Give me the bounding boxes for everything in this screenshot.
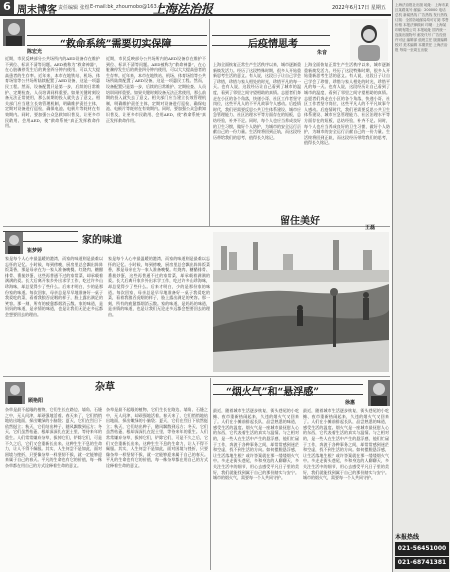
column-divider xyxy=(209,19,210,226)
editor-credit: 责任编辑 张煜 xyxy=(58,5,90,11)
article-title: “烟火气”和“悬浮感” xyxy=(226,387,320,398)
article-author: 崔梦婷 xyxy=(27,248,43,254)
article-body: 近期，市民反映部分公共场所内的AED设备存在维护不到位、标识不清等问题。AED被称为“救命神器”，在心脏骤停发生后的黄金四分钟内使用，可以大大提高患者的生存率。近年来，本市在地铁站、机场、体育场馆等公共场所陆续配置了AED设备，这是一项惠民工程。然而，设备配置只是第一步，后续的日常维护、定期检查、人员培训同样重要。如果关键时刻设备无法正常使用，那么前期的投入就失去了意义。相关部门应当建立长效管理机制，明确维护责任主体，定期对设备进行巡检，确保电池、电极片等耗材在有效期内。同时，要加强公众急救知识普及，让更多市民敢用、会用AED，使“救命系统”真正发挥救命作用。 xyxy=(5,56,100,129)
article-body-cont: 家是每个人心中最温暖的港湾，而家的味道则是最难以忘怀的记忆。小时候，每到傍晚，厨房里总会飘出阵阵饭菜香，那是母亲在为一家人准备晚餐。红烧肉、糖醋排骨、番茄炒蛋，这些再普通不过的家常菜，却承载着满满的爱。长大后离开家乡外出求学工作，吃过许多山珍海味，却总觉得少了些什么。后来才明白，少的是那份家的味道。每次回家，母亲总是早早地准备好一桌子我爱吃的菜，看着我狼吞虎咽的样子，脸上露出满足的笑容。那一刻，所有的疲惫都烟消云散。家的味道，是妈妈的味道，是亲情的味道，也是让我们无论走多远都会想要回去的理由。 xyxy=(108,256,210,317)
sidebar-phone: 021-56451000 xyxy=(395,542,449,556)
article-body-cont: 杂草是最不起眼的植物，它们生长在路边、墙角、石缝之中，无人问津，却顽强地活着。春天来了，它们悄悄地钻出地面，探出嫩绿的小脑袋；夏天，它们在烈日下依然挺立；秋天，它们结出种子，随风飘散到远方；冬天，它们虽然枯萎，根却深深扎在泥土里，等待来年的重生。人们常常嫌弃杂草，拔掉它们，铲除它们，可是不久之后，它们又会重新长出来。这种生生不息的生命力，让人不得不佩服。其实，人生何尝不是如此，面对困境与挫折，只要像杂草一样坚韧不拔，就一定能够迎来属于自己的春天。平凡的生命也有它的价值，每一株杂草都在用自己的方式诠释着生命的意义。 xyxy=(106,407,208,468)
article-title: 家的味道 xyxy=(82,235,122,246)
author-photo-cui xyxy=(5,232,23,254)
photo-waterfront-grass xyxy=(213,232,389,372)
article-body: 杂草是最不起眼的植物，它们生长在路边、墙角、石缝之中，无人问津，却顽强地活着。春天来了，它们悄悄地钻出地面，探出嫩绿的小脑袋；夏天，它们在烈日下依然挺立；秋天，它们结出种子，随风飘散到远方；冬天，它们虽然枯萎，根却深深扎在泥土里，等待来年的重生。人们常常嫌弃杂草，拔掉它们，铲除它们，可是不久之后，它们又会重新长出来。这种生生不息的生命力，让人不得不佩服。其实，人生何尝不是如此，面对困境与挫折，只要像杂草一样坚韧不拔，就一定能够迎来属于自己的春天。平凡的生命也有它的价值，每一株杂草都在用自己的方式诠释着生命的意义。 xyxy=(5,407,102,468)
sidebar-text: 上海法治报社出版 地址：上海市某区某路某号 邮编：200000 电话总机 新闻热线 广告热线 发行热线 订阅：全国各地邮局均可订阅 零售价格 本报法律顾问 印刷：上海某印刷有限公司 本报地址 国内统一连续出版物号 邮发代号 广告经营许可证 编辑部 值班主任 版面编辑 校对 美术编辑 本期责任 上海法治报 每周一至周五出版 xyxy=(395,3,449,52)
page-number: 6 xyxy=(0,0,14,14)
masthead-logo: 上海法治报 xyxy=(153,2,214,16)
section-divider xyxy=(3,376,390,377)
author-photo-xu xyxy=(368,380,390,406)
sidebar-phone-2: 021-68741381 xyxy=(395,557,449,569)
article-body-cont: 最近，随着城市生活逐步恢复，街头巷尾的小吃摊、夜市重新热闹起来，久违的烟火气又回来了。人们在小摊前排起长队，品尝熟悉的味道，感受生活的温度。烟火气是一座城市最抚慰人心的东西，它代表着生活的真实与温情。与之相对的，是一些人在生活中产生的悬浮感，他们忙碌于工作，奔波于各种事务之间，却常常感到迷茫和空虚，找不到生活的方向。如何摆脱悬浮感，让生活落地生根？或许答案就在那一缕缕烟火气中。多走走街头巷尾，多和身边的人聊聊天，多关注生活中的细节，用心去感受平凡日子里的美好，我们就能找到属于自己的那份踏实与安宁。城市的烟火气，需要每一个人共同守护。 xyxy=(303,408,389,481)
author-photo-chen xyxy=(3,19,25,46)
article-title: 留住美好 xyxy=(280,216,320,227)
issue-date: 2022年6月17日 星期五 xyxy=(332,5,386,11)
editor-email: E-mail:bk_zhoumobo@163.com xyxy=(90,4,169,10)
article-body: 最近，随着城市生活逐步恢复，街头巷尾的小吃摊、夜市重新热闹起来，久违的烟火气又回来了。人们在小摊前排起长队，品尝熟悉的味道，感受生活的温度。烟火气是一座城市最抚慰人心的东西，它代表着生活的真实与温情。与之相对的，是一些人在生活中产生的悬浮感，他们忙碌于工作，奔波于各种事务之间，却常常感到迷茫和空虚，找不到生活的方向。如何摆脱悬浮感，让生活落地生根？或许答案就在那一缕缕烟火气中。多走走街头巷尾，多和身边的人聊聊天，多关注生活中的细节，用心去感受平凡日子里的美好，我们就能找到属于自己的那份踏实与安宁。城市的烟火气，需要每一个人共同守护。 xyxy=(213,408,299,481)
article-body-cont: 上海全面恢复正常生产生活秩序以来，城市逐渐重新焕发活力。经历了这段特殊时期，很多人开始重新思考生活的意义。有人说，这段日子让自己学会了珍惜，珍惜与家人相处的时光，珍惜平凡的每一天。也有人说，这段经历让自己看到了城市的温度，看到了邻里之间守望相助的真情。志愿者们奔走在小区的各个角落，快递小哥、社区工作者坚守岗位，这些平凡人的不平凡故事令人感动。后疫情时代，我们更需要反思公共卫生体系建设、城市应急管理能力、社区治理水平等方面存在的短板，总结经验，补齐不足。同时，每个人也应当养成良好的卫生习惯，做好个人防护，为城市的安全运行贡献自己的一份力量。生活终将回到正轨，而这段经历带给我们的思考，值得长久铭记。 xyxy=(304,62,390,146)
author-photo-zhu xyxy=(350,19,388,61)
page-header xyxy=(0,0,391,16)
column-divider xyxy=(210,378,211,570)
section-divider xyxy=(3,226,390,227)
article-title: 后疫情思考 xyxy=(248,39,298,50)
article-author: 朱音 xyxy=(317,50,328,56)
section-title: 周末博客 xyxy=(17,5,57,16)
article-title: 杂草 xyxy=(95,382,115,393)
sidebar-hotline-label: 本报热线 xyxy=(395,534,420,541)
article-author: 顾艳阳 xyxy=(28,398,44,404)
article-author: 陈宏光 xyxy=(27,49,43,55)
article-author: 徐惠 xyxy=(345,400,356,406)
author-photo-gu xyxy=(5,382,25,404)
article-author: 王磊 xyxy=(365,225,376,231)
article-body: 家是每个人心中最温暖的港湾，而家的味道则是最难以忘怀的记忆。小时候，每到傍晚，厨房里总会飘出阵阵饭菜香，那是母亲在为一家人准备晚餐。红烧肉、糖醋排骨、番茄炒蛋，这些再普通不过的家常菜，却承载着满满的爱。长大后离开家乡外出求学工作，吃过许多山珍海味，却总觉得少了些什么。后来才明白，少的是那份家的味道。每次回家，母亲总是早早地准备好一桌子我爱吃的菜，看着我狼吞虎咽的样子，脸上露出满足的笑容。那一刻，所有的疲惫都烟消云散。家的味道，是妈妈的味道，是亲情的味道，也是让我们无论走多远都会想要回去的理由。 xyxy=(5,256,103,317)
article-body: 上海全面恢复正常生产生活秩序以来，城市逐渐重新焕发活力。经历了这段特殊时期，很多人开始重新思考生活的意义。有人说，这段日子让自己学会了珍惜，珍惜与家人相处的时光，珍惜平凡的每一天。也有人说，这段经历让自己看到了城市的温度，看到了邻里之间守望相助的真情。志愿者们奔走在小区的各个角落，快递小哥、社区工作者坚守岗位，这些平凡人的不平凡故事令人感动。后疫情时代，我们更需要反思公共卫生体系建设、城市应急管理能力、社区治理水平等方面存在的短板，总结经验，补齐不足。同时，每个人也应当养成良好的卫生习惯，做好个人防护，为城市的安全运行贡献自己的一份力量。生活终将回到正轨，而这段经历带给我们的思考，值得长久铭记。 xyxy=(213,62,301,140)
article-body-cont: 近期，市民反映部分公共场所内的AED设备存在维护不到位、标识不清等问题。AED被称为“救命神器”，在心脏骤停发生后的黄金四分钟内使用，可以大大提高患者的生存率。近年来，本市在地铁站、机场、体育场馆等公共场所陆续配置了AED设备，这是一项惠民工程。然而，设备配置只是第一步，后续的日常维护、定期检查、人员培训同样重要。如果关键时刻设备无法正常使用，那么前期的投入就失去了意义。相关部门应当建立长效管理机制，明确维护责任主体，定期对设备进行巡检，确保电池、电极片等耗材在有效期内。同时，要加强公众急救知识普及，让更多市民敢用、会用AED，使“救命系统”真正发挥救命作用。 xyxy=(106,56,206,123)
right-sidebar xyxy=(392,0,450,572)
article-title: “救命系统”需要切实保障 xyxy=(60,39,172,50)
